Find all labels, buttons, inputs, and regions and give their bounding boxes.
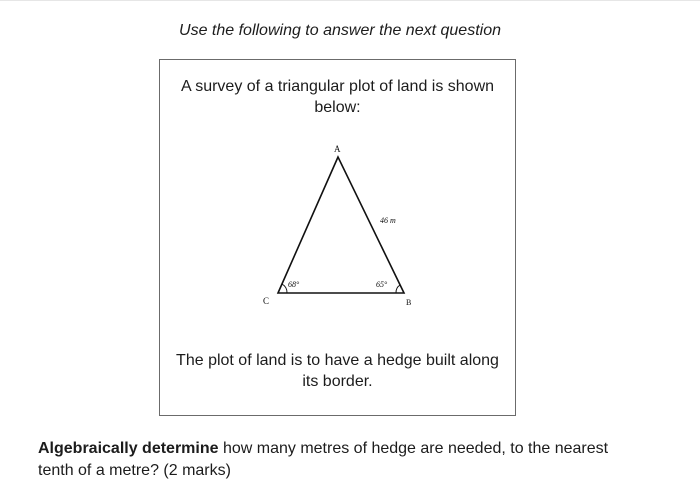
angle-b-label: 65° <box>376 280 388 289</box>
vertex-a-label: A <box>334 144 341 154</box>
intro-instruction: Use the following to answer the next question <box>179 22 501 39</box>
angle-c-label: 68° <box>288 280 300 289</box>
angle-c-arc <box>282 284 287 293</box>
survey-description: A survey of a triangular plot of land is shown below: <box>180 78 495 116</box>
triangle-plot <box>278 157 404 293</box>
question-body: how many metres of hedge are needed, to the nearest tenth of a metre? (2 marks) <box>38 440 609 479</box>
survey-box <box>159 59 516 416</box>
top-divider <box>0 0 700 1</box>
question-text <box>38 438 638 482</box>
side-ab-label: 46 m <box>380 216 396 225</box>
vertex-b-label: B <box>406 298 412 307</box>
hedge-description: The plot of land is to have a hedge built along its border. <box>176 352 499 390</box>
angle-b-arc <box>396 285 400 293</box>
question-emphasis: Algebraically determine <box>38 440 219 457</box>
vertex-c-label: C <box>263 296 270 306</box>
